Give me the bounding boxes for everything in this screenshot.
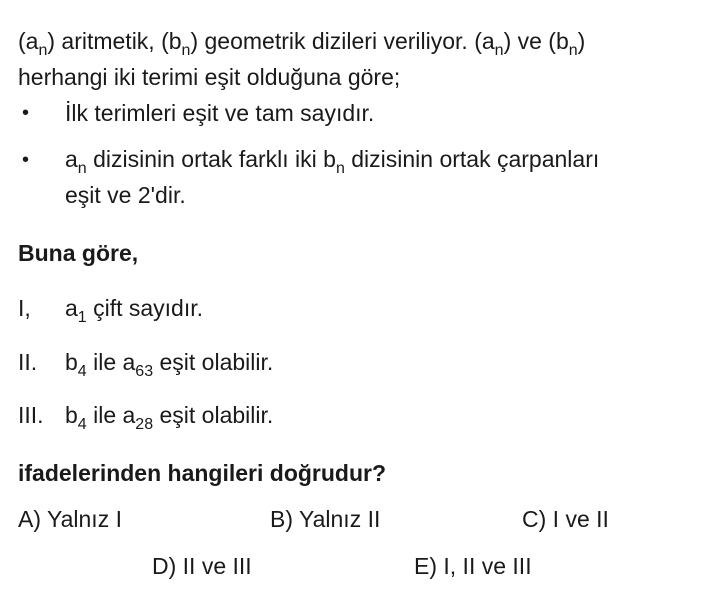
lead-text: Buna göre, [18, 240, 139, 266]
statement-1: $a_1$ çift sayıdır. [65, 295, 204, 326]
statement-label: II. [18, 349, 38, 375]
option-b[interactable]: B) Yalnız II [270, 506, 381, 532]
intro-text: $(a_n)$ aritmetik, $(b_n)$ geometrik dizileri veriliyor. $(a_n)$ ve $(b_n)$ [18, 28, 586, 59]
question-text: ifadelerinden hangileri doğrudur? [18, 460, 387, 486]
bullet-icon: • [22, 149, 30, 171]
option-e[interactable]: E) I, II ve III [414, 553, 532, 579]
intro-line-2: herhangi iki terimi eşit olduğuna göre; [18, 64, 401, 90]
bullet-2-text-line-2: eşit ve 2'dir. [65, 182, 186, 208]
statement-label: I, [18, 295, 31, 321]
statement-2: $b_4$ ile $a_{63}$ eşit olabilir. [65, 349, 274, 380]
statement-label: III. [18, 402, 44, 428]
intro-line-1 [18, 28, 680, 59]
option-d[interactable]: D) II ve III [152, 553, 252, 579]
bullet-1-text: İlk terimleri eşit ve tam sayıdır. [65, 100, 375, 126]
option-c[interactable]: C) I ve II [522, 506, 609, 532]
statement-3: $b_4$ ile $a_{28}$ eşit olabilir. [65, 402, 274, 433]
bullet-2-text: $a_n$ dizisinin ortak farklı iki $b_n$ dizisinin ortak çarpanları [65, 146, 600, 177]
option-a[interactable]: A) Yalnız I [18, 506, 122, 532]
bullet-icon: • [22, 102, 30, 124]
